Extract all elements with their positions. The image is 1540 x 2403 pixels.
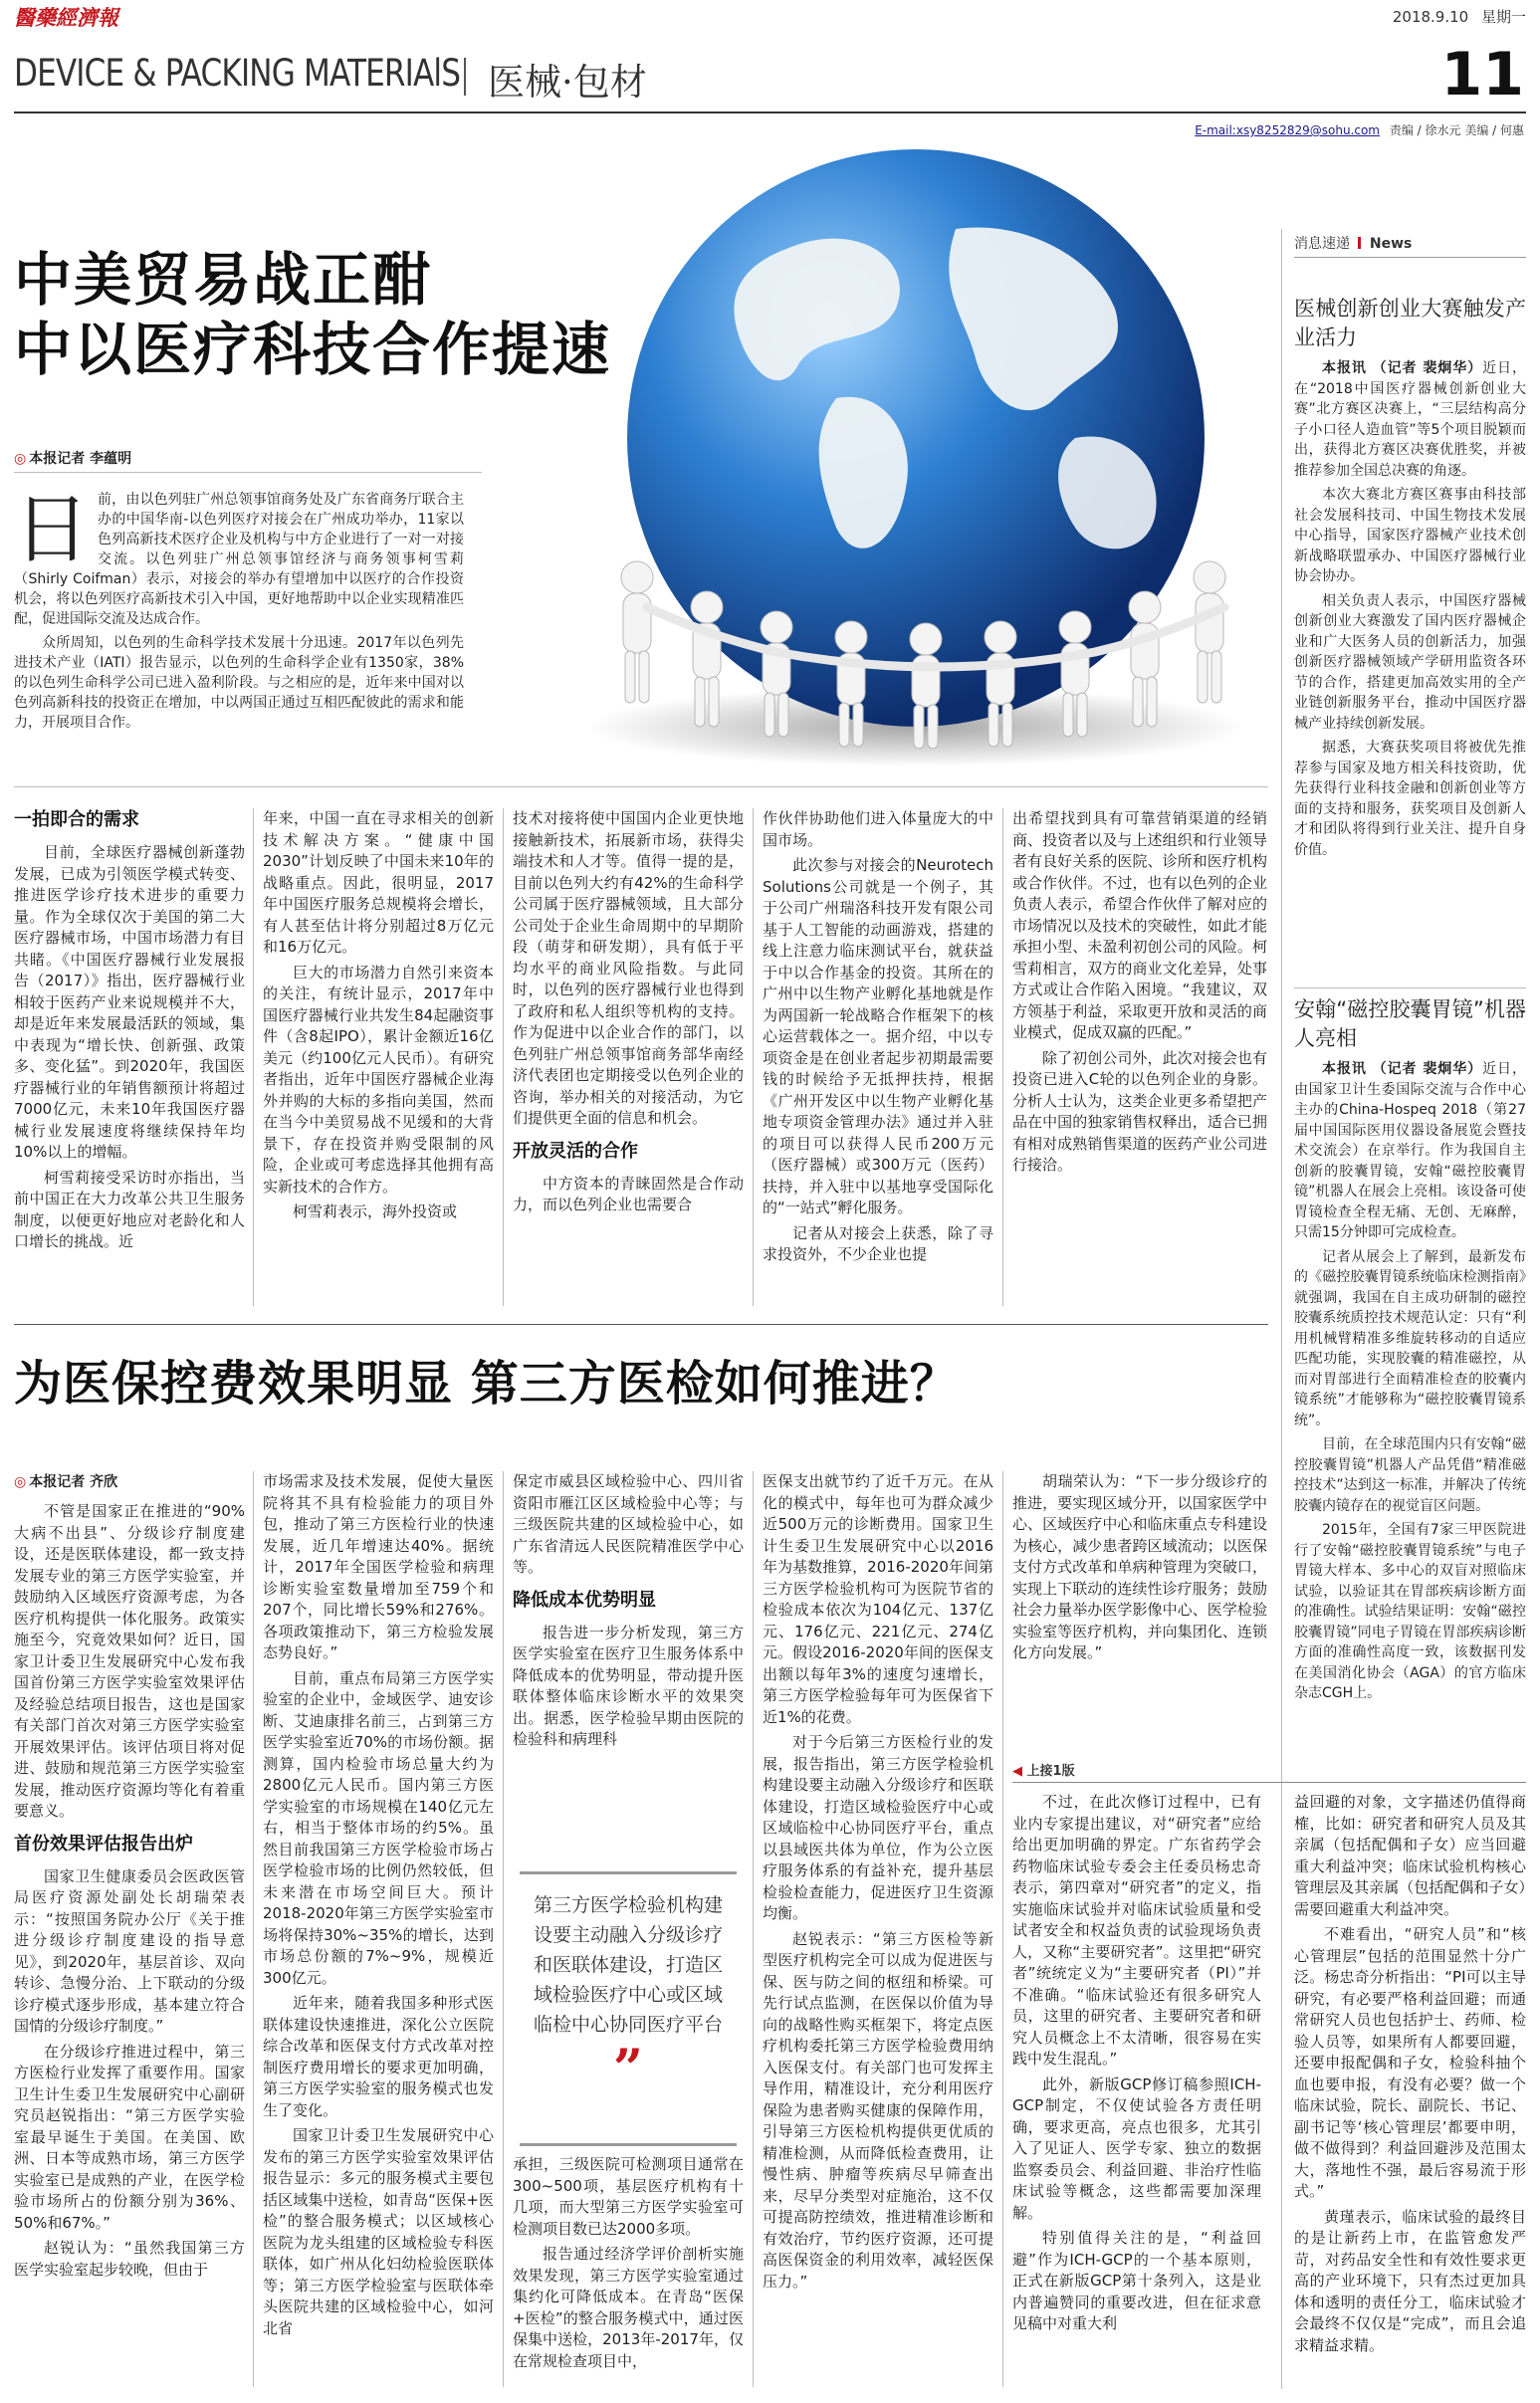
article2-col3-p4: 报告通过经济学评价剖析实施效果发现，第三方医学实验室通过集约化可降低成本。在青岛“医保+医检”的整合服务模式中，通过医保集中送检，2013年-2017年，仅在常规检查项目中， [513, 2245, 744, 2370]
news-item-1-p4: 据悉，大赛获奖项目将被优先推荐参与国家及地方相关科技资助，优先获得行业科技金融和创新创业等方面的支持和服务，获奖项目及创新人才和团队将得到行业关注、提升自身价值。 [1294, 740, 1526, 858]
issue-date [1393, 6, 1526, 27]
article2-pull-quote [520, 1871, 737, 2146]
article1-col-rule-4 [1002, 808, 1003, 1306]
weekday-text: 星期一 [1480, 8, 1526, 26]
article2-col3-p3: 承担，三级医院可检测项目通常在300~500项，基层医疗机构有十几项，而大型第三方医学实验室可检测项目数已达2000多项。 [513, 2155, 744, 2238]
pull-quote-text: 第三方医学检验机构建设要主动融入分级诊疗和医联体建设，打造区域检验医疗中心或区域临检中心协同医疗平台 [534, 1894, 724, 2036]
header-rule [14, 111, 1526, 113]
news-item-2-p1 [1294, 1059, 1526, 1243]
article2-col4-p2: 对于今后第三方医检行业的发展，报告指出，第三方医学检验机构建设要主动融入分级诊疗和医联体建设，打造区域检验医疗中心或区域临检中心协同医疗平台，重点以县域医共体为单位，作为公立医疗服务体系的有益补充，提升基层检验检查能力，促进医疗卫生资源均衡。 [763, 1733, 993, 1922]
editor-credits: 责编 / 徐水元 美编 / 何惠 [1389, 123, 1524, 137]
continuation-col1-p2: 此外，新版GCP修订稿参照ICH-GCP制定，不仅使试验各方责任明确，要求更高，亮点也很多，尤其引入了见证人、医学专家、独立的数据监察委员会、利益回避、非治疗性临床试验等概念，这些都需要加深理解。 [1012, 2075, 1261, 2222]
sidebar-rule [1281, 229, 1282, 1941]
article1-col2-p2: 巨大的市场潜力自然引来资本的关注，有统计显示，2017年中国医疗器械行业共发生84起融资事件（含8起IPO），累计金额近16亿美元（约100亿元人民币）。有研究者指出，近年中国医疗器械企业海外并购的大标的多指向美国，然而在当今中美贸易战不见缓和的大背景下，存在投资并购受限制的风险，企业或可考虑选择其他拥有高实新技术的合作方。 [263, 963, 494, 1196]
article2-col5 [1012, 1471, 1267, 1740]
article1-col-rule-1 [253, 808, 254, 1306]
news-item-1-title: 医械创新创业大赛触发产业活力 [1294, 297, 1526, 349]
article2-col2-p4: 国家卫计委卫生发展研究中心发布的第三方医学实验室效果评估报告显示：多元的服务模式主要包括区域集中送检，如青岛“医保+医检”的整合服务模式；以区域核心医院为龙头组建的区域检验专科医联体，如广州从化妇幼检验医联体等；第三方医学检验室与医联体牵头医院共建的区域检验中心，如河北省 [263, 2126, 494, 2337]
news-label-cn: 消息速递 [1294, 236, 1350, 252]
byline-marker-icon: ◎ [14, 1474, 27, 1490]
article1-col4 [763, 808, 993, 1316]
article2-col-rule-3 [753, 1471, 754, 2387]
news-label-en: News [1369, 236, 1413, 252]
article2-col3-p1: 保定市威县区域检验中心、四川省资阳市雁江区区域检验中心等；与三级医院共建的区域检验中心，如广东省清远人民医院精准医学中心等。 [513, 1472, 744, 1576]
article2-col4-p1: 医保支出就节约了近千万元。在从化的模式中，每年也可为群众减少近500万元的诊断费用。国家卫生计生委卫生发展研究中心以2016年为基数推算，2016-2020年间第三方医学检验机构可为医院节省的检验成本依次为104亿元、137亿元、176亿元、221亿元、274亿元。假设2016-2020年间的医保支出额以每年3%的速度匀速增长，第三方医学检验每年可为医保省下近1%的花费。 [763, 1472, 993, 1726]
news-sidebar [1294, 233, 1526, 258]
article2-col2 [263, 1471, 494, 2387]
article1-subhead-2: 开放灵活的合作 [513, 1140, 638, 1162]
article2-col5-p1: 胡瑞荣认为：“下一步分级诊疗的推进，要实现区域分开，以国家医学中心、区域医疗中心和临床重点专科建设为核心，减少患者跨区域流动；以医保支付方式改革和单病种管理为突破口，实现上下联动的连续性诊疗服务；鼓励社会力量举办医学影像中心、医学检验实验室等医疗机构，并向集团化、连锁化方向发展。” [1012, 1472, 1267, 1661]
article2-col-rule-4 [1002, 1471, 1003, 2387]
article1-dropcap: 日 [14, 490, 90, 573]
paper-name: 醫藥經濟報 [14, 5, 118, 30]
continuation-col2-p2: 不难看出，“研究人员”和“核心管理层”包括的范围显然十分广泛。杨忠奇分析指出：“PI可以主导研究，有必要严格利益回避；而通常研究人员也包括护士、药师、检验人员等，如果所有人都要回避，还要申报配偶和子女，检验科抽个血也要申报，有没有必要？做一个临床试验，院长、副院长、书记、副书记等‘核心管理层’都要申明，做不做得到？利益回避涉及范围太大，落地性不强，最后容易流于形式。” [1294, 1925, 1526, 2200]
continuation-label [1012, 1760, 1075, 1779]
article1-col4-p1: 作伙伴协助他们进入体量庞大的中国市场。 [763, 809, 993, 849]
article2-col1-p4: 赵锐认为：“虽然我国第三方医学实验室起步较晚，但由于 [14, 2239, 245, 2279]
article2-col4 [763, 1471, 993, 2387]
news-label-divider [1358, 237, 1361, 249]
globe-people-image [557, 139, 1264, 766]
article1-col2 [263, 808, 494, 1316]
continuation-col1 [1012, 1792, 1261, 2389]
article1-col3-p1: 技术对接将使中国国内企业更快地接触新技术，拓展新市场，获得尖端技术和人才等。值得一提的是，目前以色列大约有42%的生命科学公司属于医疗器械领域，且大部分公司处于企业生命周期中的早期阶段（萌芽和研发期），具有低于平均水平的商业风险指数。与此同时，以色列的医疗器械行业也得到了政府和私人组织等机构的支持。作为促进中以企业合作的部门，以色列驻广州总领事馆商务部华南经济代表团也定期接受以色列企业的咨询，举办相关的对接活动，为它们提供更全面的信息和机会。 [513, 809, 744, 1127]
news-item-2-byline: 本报讯 （记者 裴炯华） [1322, 1061, 1483, 1077]
article1-col5-p2: 除了初创公司外，此次对接会也有投资已进入C轮的以色列企业的身影。分析人士认为，这类企业更多希望把产品在中国的独家销售权释出，适合已拥有相对成熟销售渠道的医药产业公司进行接洽。 [1012, 1048, 1267, 1174]
article2-byline-text: 本报记者 齐欣 [29, 1474, 118, 1490]
continuation-col-rule [1281, 1792, 1282, 2389]
continuation-col2-p3: 黄瑾表示，临床试验的最终目的是让新药上市，在监管愈发严苛，对药品安全性和有效性要求更高的产业环境下，只有杰过更加具体和透明的责任分工，临床试验才会最终不仅仅是“完成”，而且会追求精益求精。 [1294, 2207, 1526, 2354]
news-item-2-p4: 2015年，全国有7家三甲医院进行了安翰“磁控胶囊胃镜系统”与电子胃镜大样本、多中心的双盲对照临床试验，以验证其在胃部疾病诊断方面的准确性。试验结果证明：安翰“磁控胶囊胃镜”同电子胃镜在胃部疾病诊断方面的准确性高度一致，该数据刊发在美国消化协会（AGA）的官方临床杂志CGH上。 [1294, 1522, 1526, 1701]
article1-col2-p1: 年来，中国一直在寻求相关的创新技术解决方案。“健康中国2030”计划反映了中国未来10年的战略重点。因此，很明显，2017年中国医疗服务总规模将会增长，有人甚至估计将分别超过8万亿元和16万亿元。 [263, 809, 494, 956]
news-item-2-p1-text: 近日，由国家卫计生委国际交流与合作中心主办的China-Hospeq 2018（第27届中国国际医用仪器设备展览会暨技术交流会）在京举行。作为我国自主创新的胶囊胃镜，安翰“磁控胶囊胃镜”机器人在展会上亮相。该设备可使胃镜检查全程无痛、无创、无麻醉，只需15分钟即可完成检查。 [1294, 1061, 1526, 1240]
article1-col4-p3: 记者从对接会上获悉，除了寻求投资外，不少企业也提 [763, 1223, 993, 1263]
article1-col1 [14, 798, 245, 1316]
credits [1195, 121, 1524, 138]
article2-col4-p3: 赵锐表示：“第三方医检等新型医疗机构完全可以成为促进医与保、医与防之间的枢纽和桥梁。可先行试点监测，在医保以价值为导向的战略性购买框架下，将定点医疗机构委托第三方医学检验费用纳入医保支付。有关部门也可发挥主导作用，精准设计，充分利用医疗保险为患者购买健康的保障作用，引导第三方医检机构提供更优质的精准检测，从而降低检查费用，让慢性病、肿瘤等疾病尽早筛查出来，尽早分类型对症施治，这不仅可提高防控绩效，推进精准诊断和有效治疗，节约医疗资源，还可提高医保资金的利用效率，减轻医保压力。” [763, 1929, 993, 2291]
article2-headline: 为医保控费效果明显 第三方医检如何推进？ [14, 1356, 959, 1412]
article1-col5-p1: 出希望找到具有可靠营销渠道的经销商、投资者以及与上述组织和行业领导者有良好关系的医院、诊所和医疗机构或合作伙伴。不过，也有以色列的企业负责人表示，希望合作伙伴了解对应的市场情况以及技术的突破性，如此才能承担小型、未盈利初创公司的风险。柯雪莉相言，双方的商业文化差异，处事方式或让合作陷入困境。“我建议，双方领基于利益，采取更开放和灵活的商业模式，促成双赢的匹配。” [1012, 809, 1267, 1041]
article2-col2-p1: 市场需求及技术发展，促使大量医院将其不具有检验能力的项目外包，推动了第三方医检行业的快速发展，近几年增速达40%。据统计，2017年全国医学检验和病理诊断实验室数量增加至759个和207个，同比增长59%和276%。各项政策推动下，第三方检验发展态势良好。” [263, 1472, 494, 1661]
continuation-rule [1012, 1782, 1526, 1783]
news-item-1-p1-text: 近日，在“2018中国医疗器械创新创业大赛”北方赛区决赛上，“三层结构高分子小口径人造血管”等5个项目脱颖而出，获得北方赛区决赛优胜奖，并被推荐参加全国总决赛的角逐。 [1294, 360, 1526, 479]
continuation-col1-p1: 不过，在此次修订过程中，已有业内专家提出建议，对“研究者”应给给出更加明确的界定。广东省药学会药物临床试验专委会主任委员杨忠奇表示，第四章对“研究者”的定义，指实施临床试验并对临床试验质量和受试者安全和权益负责的试验现场负责人，又称“主要研究者”。这里把“研究者”统统定义为“主要研究者（PI）”并不准确。“临床试验还有很多研究人员，这里的研究者、主要研究者和研究人员概念上不太清晰，很容易在实践中发生混乱。” [1012, 1793, 1261, 2068]
article1-lead-p2: 众所周知，以色列的生命科学技术发展十分迅速。2017年以色列先进技术产业（IATI）报告显示，以色列的生命科学企业有1350家，38%的以色列生命科学公司已进入盈利阶段。与之相应的是，近年来中国对以色列高新科技的投资正在增加，中以两国正通过互相匹配彼此的需求和能力，开展项目合作。 [14, 635, 464, 731]
news-item-divider [1294, 987, 1526, 988]
article2-col3b [513, 2154, 744, 2387]
contact-email[interactable]: E-mail:xsy8252829@sohu.com [1195, 123, 1380, 137]
article2-col3-p2: 报告进一步分析发现，第三方医学实验室在医疗卫生服务体系中降低成本的优势明显，带动提升医联体整体临床诊断水平的效果突出。据悉，医学检验早期由医院的检验科和病理科 [513, 1623, 744, 1748]
article2-col1-p2: 国家卫生健康委员会医政医管局医疗资源处副处长胡瑞荣表示：“按照国务院办公厅《关于推进分级诊疗制度建设的指导意见》，到2020年，基层首诊、双向转诊、急慢分治、上下联动的分级诊疗模式逐步形成，基本建立符合国情的分级诊疗制度。” [14, 1866, 245, 2035]
article2-col-rule-2 [503, 1471, 504, 2387]
news-item-1-byline: 本报讯 （记者 裴炯华） [1322, 360, 1483, 376]
continuation-col2 [1294, 1792, 1526, 2389]
article1-lead [14, 490, 464, 768]
news-item-1-p2: 本次大赛北方赛区赛事由科技部社会发展科技司、中国生物技术发展中心指导，国家医疗器械产业技术创新战略联盟承办、中国医疗器械行业协会协办。 [1294, 487, 1526, 584]
article1-col1-p2: 柯雪莉接受采访时亦指出，当前中国正在大力改革公共卫生服务制度，以便更好地应对老龄化和人口增长的挑战。近 [14, 1168, 245, 1250]
article1-headline-line1: 中美贸易战正酣 [14, 246, 433, 314]
article1-col-rule-2 [503, 808, 504, 1306]
section-title-en: DEVICE & PACKING MATERIAlS [14, 52, 461, 95]
continuation-arrow-icon: ◀ [1012, 1764, 1022, 1779]
article1-col3-p2: 中方资本的青睐固然是合作动力，而以色列企业也需要合 [513, 1174, 744, 1213]
date-text: 2018.9.10 [1392, 8, 1469, 26]
byline-marker-icon: ◎ [14, 451, 27, 467]
article1-col1-p1: 目前，全球医疗器械创新蓬勃发展，已成为引领医学模式转变、推进医学诊疗技术进步的重要力量。作为全球仅次于美国的第二大医疗器械市场，中国市场潜力有目共睹。《中国医疗器械行业发展报告（2017）》指出，医疗器械行业相较于医药产业来说规模并不大，却是近年来发展最活跃的领域，集中表现为“增长快、创新强、政策多、变化猛”。到2020年，我国医疗器械行业的年销售额预计将超过7000亿元，未来10年我国医疗器械行业发展速度将继续保持年均10%以上的增幅。 [14, 843, 245, 1161]
article2-col3a [513, 1471, 744, 1861]
globe-illustration [557, 139, 1264, 766]
news-item-2-p2: 记者从展会上了解到，最新发布的《磁控胶囊胃镜系统临床检测指南》就强调，我国在自主成功研制的磁控胶囊系统质控技术规范认定：只有“利用机械臂精准多维旋转移动的自适应匹配功能，实现胶囊的精准磁控，从而对胃部进行全面精准检查的胶囊内镜系统”才能够称为“磁控胶囊胃镜系统”。 [1294, 1248, 1526, 1428]
article1-body-rule [14, 786, 1268, 787]
article2-col1-p3: 在分级诊疗推进过程中，第三方医检行业发挥了重要作用。国家卫生计生委卫生发展研究中心副研究员赵锐指出：“第三方医学实验室最早诞生于美国。在美国、欧洲、日本等成熟市场，第三方医学实验室已是成熟的产业，在医学检验市场所占的份额分别为36%、50%和67%。” [14, 2042, 245, 2232]
section-divider [464, 58, 466, 96]
article2-col2-p3: 近年来，随着我国多种形式医联体建设快速推进，深化公立医院综合改革和医保支付方式改革对控制医疗费用增长的要求更加明确，第三方医学实验室的服务模式也发生了变化。 [263, 1994, 494, 2119]
article1-headline-line2: 中以医疗科技合作提速 [14, 316, 612, 383]
article1-col-rule-3 [753, 808, 754, 1306]
section-title-cn: 医械·包材 [488, 61, 647, 104]
article1-col4-p2: 此次参与对接会的Neurotech Solutions公司就是一个例子，其于公司广州瑞洛科技开发有限公司基于人工智能的动画游戏，搭建的线上注意力临床测试平台，就获益于中以合作基金的投资。其所在的广州中以生物产业孵化基地就是作为两国新一轮战略合作框架下的核心运营载体之一。据介绍，中以专项资金是在创业者起步初期最需要钱的时候给予无抵押扶持，根据《广州开发区中以生物产业孵化基地专项资金管理办法》通过并入驻的项目可以获得人民币200万元（医疗器械）或300万元（医药）扶持，并入驻中以基地享受国际化的“一站式”孵化服务。 [763, 856, 993, 1216]
article1-col3 [513, 808, 744, 1316]
page-number: 11 [1440, 40, 1524, 109]
article1-byline-rule [14, 472, 482, 473]
article2-subhead-2: 降低成本优势明显 [513, 1589, 656, 1611]
news-item-1-p3: 相关负责人表示，中国医疗器械创新创业大赛激发了国内医疗器械企业和广大医务人员的创新活力，加强创新医疗器械领域产学研用监资各环节的合作，搭建更加高效实用的全产业链创新服务平台，推动中国医疗器械产业持续创新发展。 [1294, 592, 1526, 732]
article2-col1 [14, 1501, 245, 2387]
news-item-1 [1294, 295, 1526, 982]
article1-byline [14, 448, 131, 468]
article2-byline [14, 1471, 117, 1491]
article1-col2-p3: 柯雪莉表示，海外投资或 [293, 1202, 458, 1220]
article1-subhead-1: 一拍即合的需求 [14, 809, 139, 830]
continuation-col1-p3: 特别值得关注的是，“利益回避”作为ICH-GCP的一个基本原则，正式在新版GCP第十条列入，这是业内普遍赞同的重要改进，但在征求意见稿中对重大利 [1012, 2229, 1261, 2332]
continuation-col2-p1: 益回避的对象，文字描述仍值得商榷，比如：研究者和研究人员及其亲属（包括配偶和子女）应当回避重大利益冲突；临床试验机构核心管理层及其亲属（包括配偶和子女）需要回避重大利益冲突。 [1294, 1793, 1526, 1918]
article2-col-rule-1 [253, 1471, 254, 2387]
masthead [0, 0, 1540, 137]
article1-lead-p1: 前，由以色列驻广州总领事馆商务处及广东省商务厅联合主办的中国华南-以色列医疗对接会在广州成功举办，11家以色列高新技术医疗企业及机构与中方企业进行了一对一对接交流。以色列驻广州总领事馆经济与商务领事柯雪莉（Shirly Coifman）表示，对接会的举办有望增加中以医疗的合作投资机会，将以色列医疗高新技术引入中国，更好地帮助中以企业实现精准匹配，促进国际交流及达成合作。 [14, 492, 464, 627]
article2-col2-p2: 目前，重点布局第三方医学实验室的企业中，金域医学、迪安诊断、艾迪康排名前三，占到第三方医学实验室近70%的市场份额。据测算，国内检验市场总量大约为2800亿元人民币。国内第三方医学实验室的市场规模在140亿元左右，相当于整体市场的约5%。虽然目前我国第三方医学检验市场占医学检验市场的比例仍然较低，但未来潜在市场空间巨大。预计2018-2020年第三方医学实验室市场将保持30%~35%的增长，达到市场总份额的7%~9%，规模近300亿元。 [263, 1668, 494, 1987]
article2-top-rule [14, 1324, 1268, 1325]
article1-byline-text: 本报记者 李蕴明 [29, 451, 132, 467]
news-label [1294, 233, 1526, 258]
news-item-2-title: 安翰“磁控胶囊胃镜”机器人亮相 [1294, 997, 1526, 1050]
article2-col1-p1: 不管是国家正在推进的“90%大病不出县”、分级诊疗制度建设，还是医联体建设，都一致支持发展专业的第三方医学实验室，并鼓励纳入区域医疗资源考虑，为各医疗机构提供一体化服务。政策实施至今，究竟效果如何？近日，国家卫计委卫生发展研究中心发布我国首份第三方医学实验室效果评估及经验总结项目报告，这也是国家有关部门首次对第三方医学实验室开展效果评估。该评估项目将对促进、鼓励和规范第三方医学实验室发展，推动医疗资源均等化有着重要意义。 [14, 1502, 245, 1820]
article1-col5 [1012, 808, 1267, 1316]
quote-mark-icon: ” [613, 2039, 643, 2099]
continuation-header: 上接1版 [1026, 1764, 1075, 1779]
news-item-1-p1 [1294, 358, 1526, 481]
article2-subhead-1: 首份效果评估报告出炉 [14, 1833, 193, 1855]
news-item-2-p3: 目前，在全球范围内只有安翰“磁控胶囊胃镜”机器人产品凭借“精准磁控技术”达到这一标准，并解决了传统胶囊内镜存在的视觉盲区问题。 [1294, 1436, 1526, 1514]
